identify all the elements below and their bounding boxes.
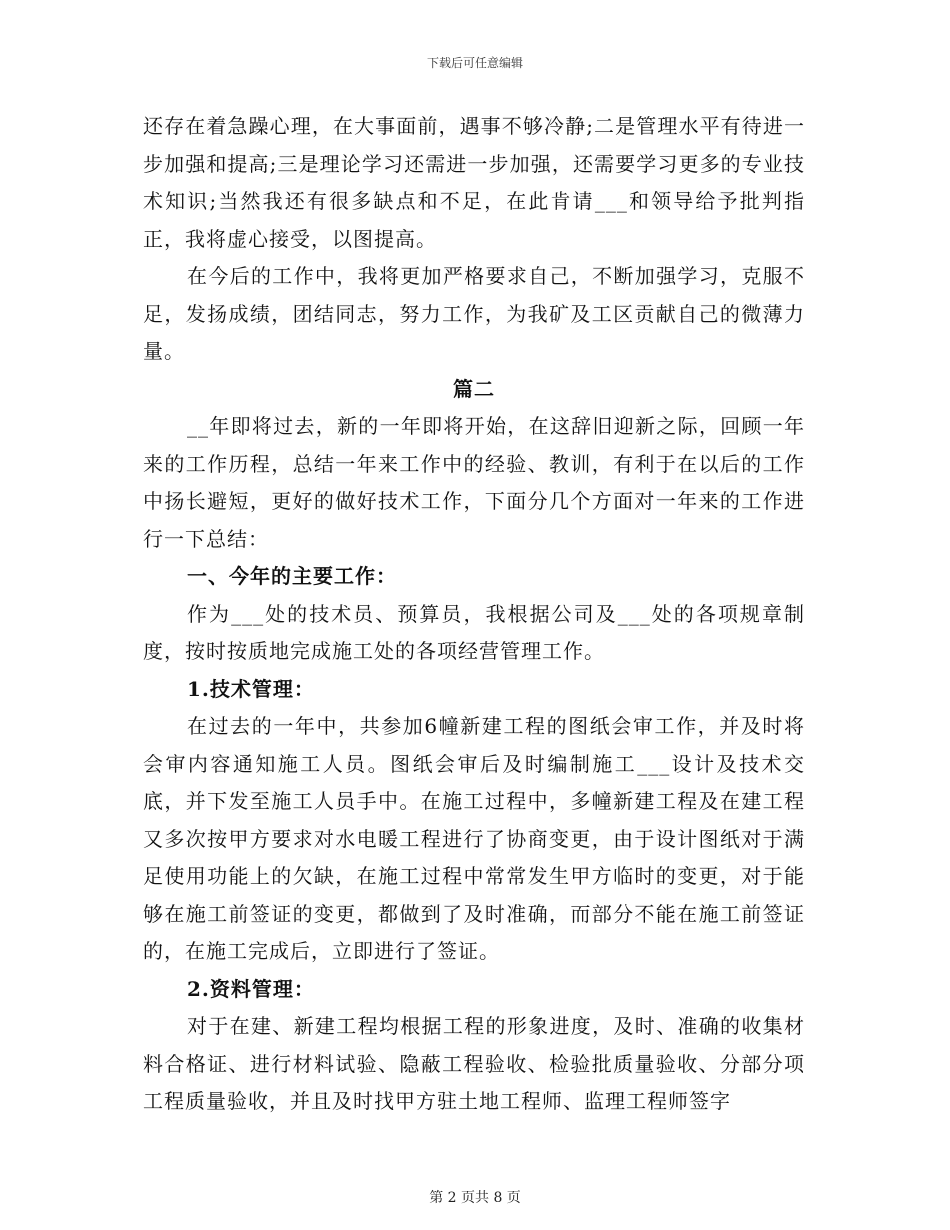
page-footer: 第 2 页共 8 页 bbox=[429, 1190, 521, 1206]
section-title: 篇二 bbox=[453, 376, 495, 401]
page-header: 下载后可任意编辑 bbox=[426, 56, 523, 70]
paragraph-intro: __年即将过去，新的一年即将开始，在这辞旧迎新之际，回顾一年来的工作历程，总结一年来工作中的经验、教训，有利于在以后的工作中扬长避短，更好的做好技术工作，下面分几个方面对一年来的工作进行一下总结： bbox=[143, 414, 805, 551]
paragraph-document-management: 对于在建、新建工程均根据工程的形象进度，及时、准确的收集材料合格证、进行材料试验、隐蔽工程验收、检验批质量验收、分部分项工程质量验收，并且及时找甲方驻土地工程师、监理工程师签字 bbox=[143, 1014, 805, 1113]
heading-main-work: 一、今年的主要工作： bbox=[187, 564, 397, 588]
paragraph-role: 作为___处的技术员、预算员，我根据公司及___处的各项规章制度，按时按质地完成施工处的各项经营管理工作。 bbox=[143, 601, 805, 663]
paragraph-continuation: 还存在着急躁心理，在大事面前，遇事不够冷静;二是管理水平有待进一步加强和提高;三是理论学习还需进一步加强，还需要学习更多的专业技术知识;当然我还有很多缺点和不足，在此肯请___和领导给予批判指正，我将虚心接受，以图提高。 bbox=[143, 114, 805, 251]
paragraph-technical-management: 在过去的一年中，共参加6幢新建工程的图纸会审工作，并及时将会审内容通知施工人员。图纸会审后及时编制施工___设计及技术交底，并下发至施工人员手中。在施工过程中，多幢新建工程及在建工程又多次按甲方要求对水电暖工程进行了协商变更，由于设计图纸对于满足使用功能上的欠缺，在施工过程中常常发生甲方临时的变更，对于能够在施工前签证的变更，都做到了及时准确，而部分不能在施工前签证的，在施工完成后，立即进行了签证。 bbox=[143, 714, 805, 963]
heading-document-management: 2.资料管理： bbox=[187, 976, 315, 1001]
document-body bbox=[143, 108, 805, 1121]
paragraph-future-work: 在今后的工作中，我将更加严格要求自己，不断加强学习，克服不足，发扬成绩，团结同志，努力工作，为我矿及工区贡献自己的微薄力量。 bbox=[143, 264, 805, 363]
heading-technical-management: 1.技术管理： bbox=[187, 676, 315, 701]
